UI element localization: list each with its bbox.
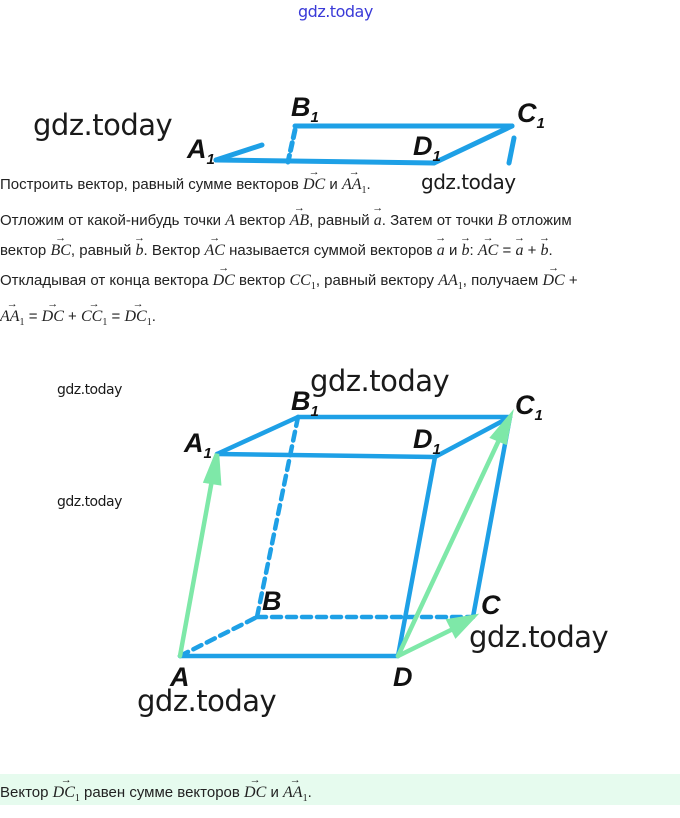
- vector-aa1: [180, 480, 212, 656]
- watermark: gdz.today: [137, 684, 277, 718]
- text-line-3: вектор → BC, равный → b. Вектор → AC называется суммой векторов → a и → b: → AC = → a + → b.: [0, 236, 676, 266]
- watermark: gdz.today: [469, 620, 609, 654]
- edge-a-b-dashed: [180, 617, 257, 656]
- watermark: gdz.today: [57, 494, 122, 510]
- watermark: gdz.today: [310, 364, 450, 398]
- watermark-top: gdz.today: [298, 2, 373, 21]
- label-b1: $B_1$: [291, 92, 319, 126]
- text-line-5: → $AA_1$ = → DC + → $CC_1$ = → $DC_1$.: [0, 302, 676, 338]
- label-b: B: [262, 586, 282, 616]
- text-line-4: Откладывая от конца вектора → DC вектор $CC_1$, равный вектору $AA_1$, получаем → DC +: [0, 266, 676, 302]
- text-line-1: Построить вектор, равный сумме векторов → DC $и \to AA_1$.: [0, 170, 676, 206]
- watermark: gdz.today: [33, 108, 173, 142]
- label-a1: $A_1$: [184, 428, 212, 462]
- edge-a1-b1: [217, 417, 298, 454]
- watermark: gdz.today: [57, 382, 122, 398]
- edge-d1-d: [398, 457, 435, 656]
- label-a1: $A_1$: [187, 134, 215, 168]
- label-c1: $C_1$: [517, 98, 545, 132]
- label-d1: $D_1$: [413, 131, 441, 165]
- label-a: A: [170, 662, 190, 692]
- text-line-2: Отложим от какой-нибудь точки A вектор → AB, равный → a. Затем от точки B отложим: [0, 206, 676, 236]
- label-c1: $C_1$: [515, 390, 543, 424]
- watermark: gdz.today: [421, 170, 516, 194]
- label-d1: $D_1$: [413, 424, 441, 458]
- label-c: C: [481, 590, 501, 620]
- answer-strip: Вектор → $DC_1$ равен сумме векторов → DC $и \to AA_1$.: [0, 774, 680, 805]
- label-b1: $B_1$: [291, 386, 319, 420]
- edge-c1-c: [473, 417, 510, 617]
- vector-dc-head: [449, 617, 473, 635]
- label-d: D: [393, 662, 413, 692]
- edge-a1-d1: [217, 454, 435, 457]
